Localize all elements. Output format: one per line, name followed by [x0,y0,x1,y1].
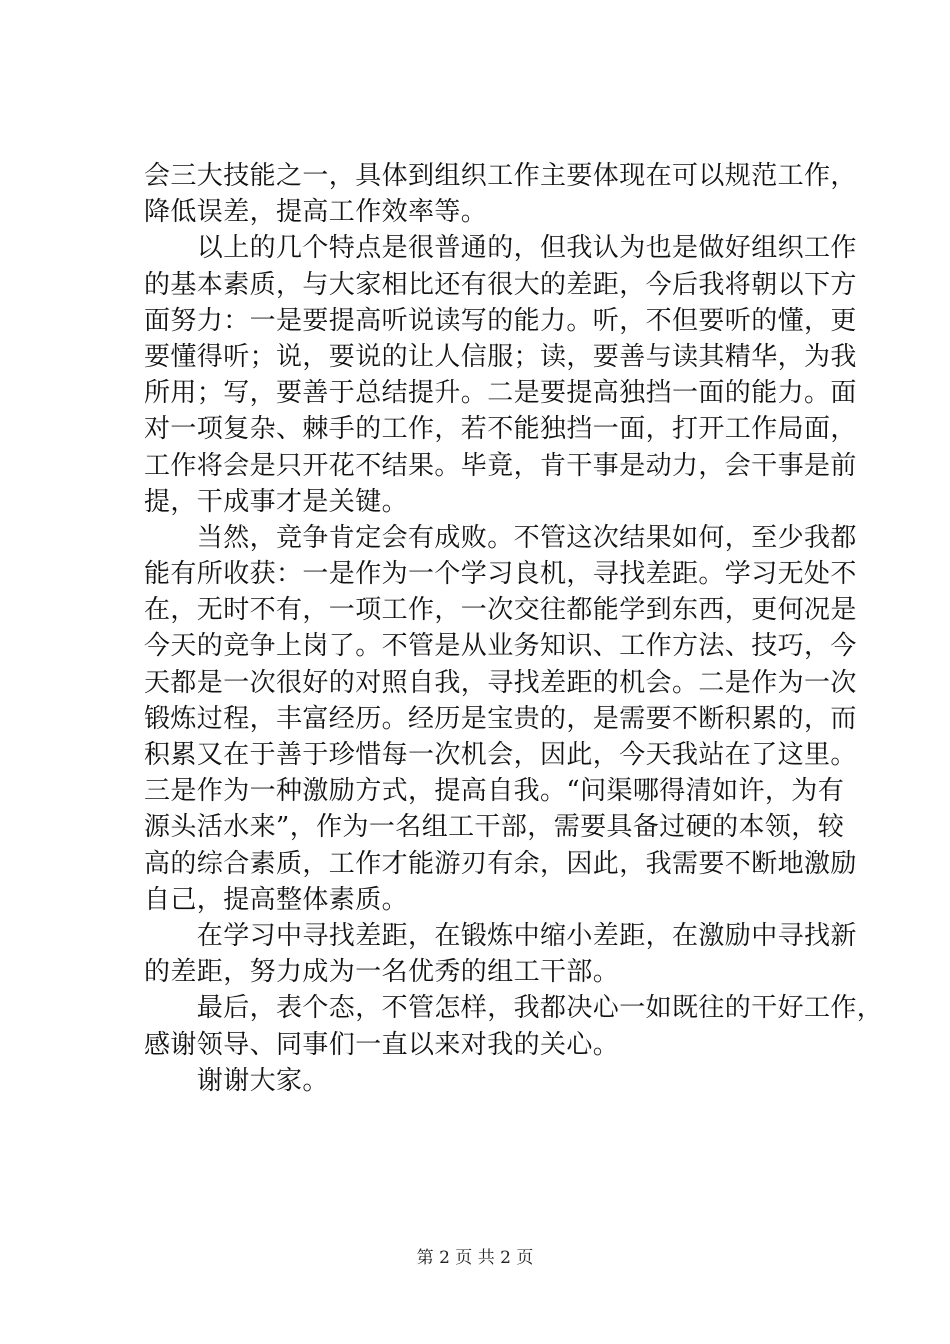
text-line: 面努力：一是要提高听说读写的能力。听，不但要听的懂，更 [144,305,857,336]
text-line: 在学习中寻找差距，在锻炼中缩小差距，在激励中寻找新 [144,920,857,951]
page-footer: 第 2 页 共 2 页 [416,1248,534,1268]
text-line: 的基本素质，与大家相比还有很大的差距，今后我将朝以下方 [144,269,857,300]
text-line: 谢谢大家。 [144,1065,329,1096]
text-line: 能有所收获：一是作为一个学习良机，寻找差距。学习无处不 [144,559,857,590]
text-line: 积累又在于善于珍惜每一次机会，因此，今天我站在了这里。 [144,740,857,770]
text-line: 降低误差，提高工作效率等。 [144,197,488,228]
text-line: 的差距，努力成为一名优秀的组工干部。 [144,957,620,988]
text-line: 提，干成事才是关键。 [144,486,409,517]
text-line: 今天的竞争上岗了。不管是从业务知识、工作方法、技巧，今 [144,631,857,662]
text-line: 感谢领导、同事们一直以来对我的关心。 [144,1029,620,1060]
text-line: 高的综合素质，工作才能游刃有余，因此，我需要不断地激励 [144,848,857,879]
text-line: 以上的几个特点是很普通的，但我认为也是做好组织工作 [144,233,857,264]
text-line: 锻炼过程，丰富经历。经历是宝贵的，是需要不断积累的，而 [144,703,857,734]
text-line: 在，无时不有，一项工作，一次交往都能学到东西，更何况是 [144,595,857,626]
text-line: 源头活水来”，作为一名组工干部，需要具备过硬的本领，较 [144,812,845,843]
document-body [144,158,884,1099]
text-line: 对一项复杂、棘手的工作，若不能独挡一面，打开工作局面， [144,414,857,445]
text-line: 最后，表个态，不管怎样，我都决心一如既往的干好工作， [144,993,884,1024]
text-line: 要懂得听；说，要说的让人信服；读，要善与读其精华，为我 [144,341,857,372]
text-line: 会三大技能之一，具体到组织工作主要体现在可以规范工作， [144,161,857,191]
text-line: 当然，竞争肯定会有成败。不管这次结果如何，至少我都 [144,522,857,553]
text-line: 三是作为一种激励方式，提高自我。“问渠哪得清如许，为有 [144,776,845,807]
text-line: 所用；写，要善于总结提升。二是要提高独挡一面的能力。面 [144,378,857,409]
text-line: 自己，提高整体素质。 [144,884,409,915]
text-line: 工作将会是只开花不结果。毕竟，肯干事是动力，会干事是前 [144,450,857,481]
text-line: 天都是一次很好的对照自我，寻找差距的机会。二是作为一次 [144,667,857,698]
